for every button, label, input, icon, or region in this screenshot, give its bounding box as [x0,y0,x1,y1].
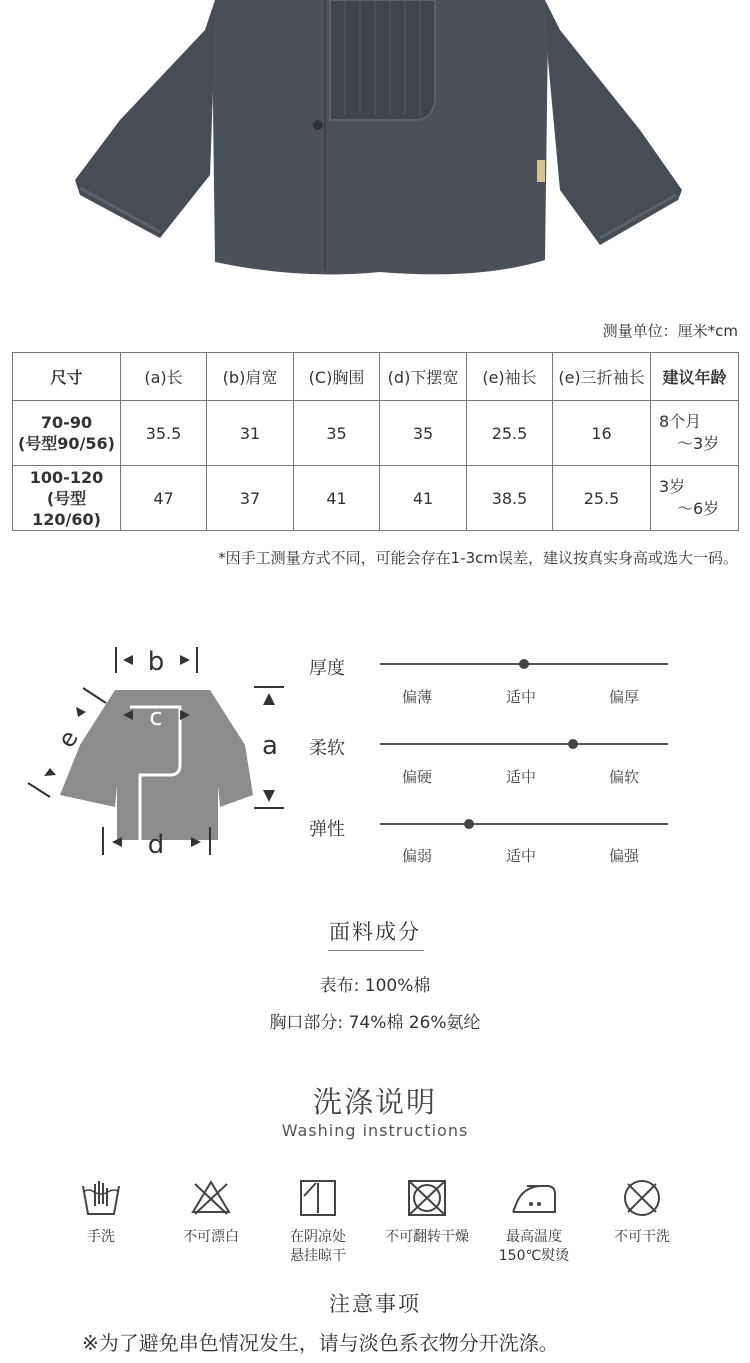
indicator-label: 弹性 [309,819,345,840]
sleeve-cell: 25.5 [467,401,553,466]
line-dry-shade-icon [296,1178,340,1218]
indicator-option: 偏软 [608,768,639,786]
table-row [13,466,739,531]
indicator-option: 偏强 [608,847,639,865]
wash-label: 不可翻转干燥 [385,1229,469,1245]
chest-cell: 35 [294,401,380,466]
indicator-marker [519,659,529,669]
header-cell: (d)下摆宽 [380,353,467,401]
indicator-option: 偏弱 [401,847,432,865]
hand-wash-icon [79,1178,123,1218]
header-cell: (C)胸围 [294,353,380,401]
chest-cell: 41 [294,466,380,531]
washing-subtitle: Washing instructions [281,1121,469,1140]
title-underline [328,950,424,951]
indicator-label: 柔软 [309,738,345,759]
header-cell: 建议年龄 [651,353,739,401]
wash-item [46,1178,156,1247]
indicator-track [380,823,668,825]
sleeve-cell: 38.5 [467,466,553,531]
label-d: d [147,830,165,860]
wash-label-line1: 最高温度 [506,1229,562,1245]
wash-label: 不可干洗 [614,1229,670,1245]
measure-unit: 测量单位：厘米*cm [602,322,738,340]
wash-item [263,1178,373,1266]
indicator-marker [464,819,474,829]
washing-title: 洗涤说明 [312,1085,437,1119]
length-cell: 35.5 [121,401,207,466]
wash-item [587,1178,697,1247]
header-cell: (e)三折袖长 [553,353,651,401]
jacket-image [75,0,682,274]
age-from: 3岁 [659,477,686,496]
size-note: (号型120/60) [32,488,101,529]
fabric-chest: 胸口部分: 74%棉 26%氨纶 [269,1013,481,1033]
wash-label-line2: 悬挂晾干 [290,1248,346,1264]
table-row [13,401,739,466]
wash-item [479,1178,589,1266]
hem-cell: 41 [380,466,467,531]
label-b: b [147,647,165,677]
indicator-marker [568,739,578,749]
notice-title: 注意事项 [329,1292,421,1316]
header-cell: (b)肩宽 [207,353,294,401]
wash-label-line2: 150℃熨烫 [498,1248,570,1264]
wash-label [479,1228,589,1266]
no-tumble-dry-icon [405,1178,449,1218]
age-from: 8个月 [659,412,702,431]
header-cell: (e)袖长 [467,353,553,401]
indicator-option: 偏硬 [401,768,432,786]
iron-medium-icon [509,1178,559,1218]
no-bleach-icon [189,1178,233,1218]
indicator-option: 偏厚 [608,688,639,706]
size-range: 100-120 [29,467,104,487]
wash-item [372,1178,482,1247]
size-note: (号型90/56) [17,434,115,453]
measurement-note: *因手工测量方式不同，可能会存在1-3cm误差，建议按真实身高或选大一码。 [218,549,738,567]
wash-label [263,1228,373,1266]
notice-text: ※为了避免串色情况发生，请与淡色系衣物分开洗涤。 [82,1331,559,1355]
hem-cell: 35 [380,401,467,466]
shoulder-cell: 31 [207,401,294,466]
wash-label-line1: 在阴凉处 [290,1229,346,1245]
table-header-row [13,353,739,401]
size-cell [13,401,121,466]
header-cell: (a)长 [121,353,207,401]
indicator-track [380,743,668,745]
wash-label: 不可漂白 [183,1229,239,1245]
header-cell: 尺寸 [13,353,121,401]
fabric-title: 面料成分 [329,920,421,944]
product-photo [0,0,750,300]
no-dry-clean-icon [620,1178,664,1218]
indicator-option: 适中 [505,768,536,786]
indicator-option: 偏薄 [401,688,432,706]
indicator-option: 适中 [505,688,536,706]
fabric-outer: 表布: 100%棉 [319,976,431,996]
label-a: a [262,731,278,761]
label-c: c [149,703,163,731]
indicator-label: 厚度 [309,658,345,679]
indicator-option: 适中 [505,847,536,865]
age-cell [651,401,739,466]
shoulder-cell: 37 [207,466,294,531]
size-cell [13,466,121,531]
age-cell [651,466,739,531]
size-table [12,352,739,531]
label-e: e [52,725,84,753]
size-range: 70-90 [40,413,93,432]
sleeve-folded-cell: 16 [553,401,651,466]
sleeve-folded-cell: 25.5 [553,466,651,531]
length-cell: 47 [121,466,207,531]
measurement-diagram [20,635,295,865]
age-to: ～6岁 [677,499,720,518]
wash-label: 手洗 [87,1229,115,1245]
age-to: ～3岁 [677,434,720,453]
wash-item [156,1178,266,1247]
